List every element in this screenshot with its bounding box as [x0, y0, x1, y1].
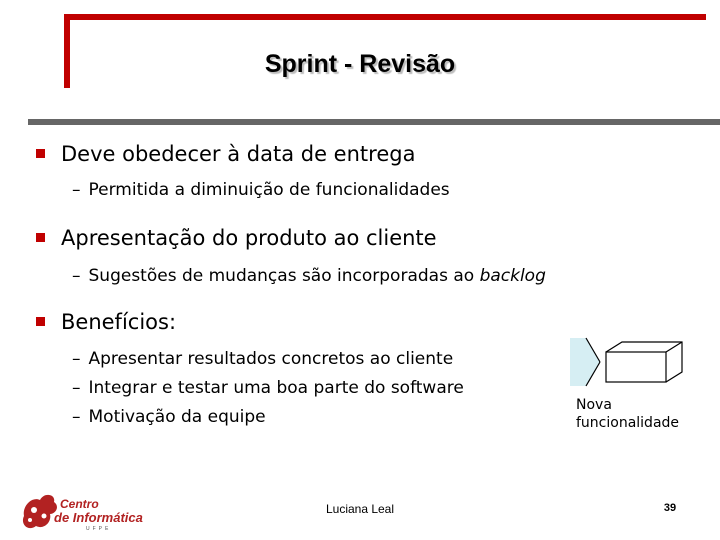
sub-text: Permitida a diminuição de funcionalidades — [88, 180, 450, 200]
title-frame-top-bar — [64, 14, 706, 20]
bullet-text: Deve obedecer à data de entrega — [61, 142, 416, 166]
dash-icon: – — [72, 266, 81, 286]
dash-icon: – — [72, 349, 81, 369]
logo-text-centro: Centro — [60, 497, 99, 511]
sub-item-suggestions — [72, 266, 546, 286]
dash-icon: – — [72, 378, 81, 398]
logo-text-informatica: de Informática — [54, 510, 143, 525]
bullet-item-deadline — [36, 142, 415, 166]
sub-text-emphasis: backlog — [479, 266, 546, 286]
logo-text-ufpe: UFPE — [86, 526, 112, 532]
sub-text: Integrar e testar uma boa parte do software — [88, 378, 464, 398]
bullet-square-icon — [36, 317, 45, 326]
bullet-square-icon — [36, 233, 45, 242]
sub-item-motivation — [72, 407, 266, 427]
bullet-item-presentation — [36, 226, 437, 250]
3d-box-icon — [606, 342, 682, 382]
bullet-square-icon — [36, 149, 45, 158]
diagram-label-line2: funcionalidade — [576, 415, 680, 431]
sub-item-integrate — [72, 378, 464, 398]
sub-text: Sugestões de mudanças são incorporadas ao — [88, 266, 480, 286]
footer-author: Luciana Leal — [325, 502, 395, 516]
dash-icon: – — [72, 407, 81, 427]
sub-text: Motivação da equipe — [88, 407, 266, 427]
dash-icon: – — [72, 180, 81, 200]
diagram-label — [576, 396, 679, 432]
page-number: 39 — [663, 502, 677, 514]
sub-item-results — [72, 349, 453, 369]
sub-item-reduce-features — [72, 180, 450, 200]
bullet-item-benefits — [36, 310, 176, 334]
title-underline-rule — [28, 119, 720, 125]
bullet-text: Apresentação do produto ao cliente — [61, 226, 437, 250]
feature-box-diagram — [566, 330, 686, 396]
arrow-shape-icon — [570, 338, 600, 386]
diagram-label-line1: Nova — [576, 397, 612, 413]
slide-title: Sprint - Revisão — [264, 50, 456, 78]
sub-text: Apresentar resultados concretos ao cliente — [88, 349, 454, 369]
bullet-text: Benefícios: — [61, 310, 177, 334]
